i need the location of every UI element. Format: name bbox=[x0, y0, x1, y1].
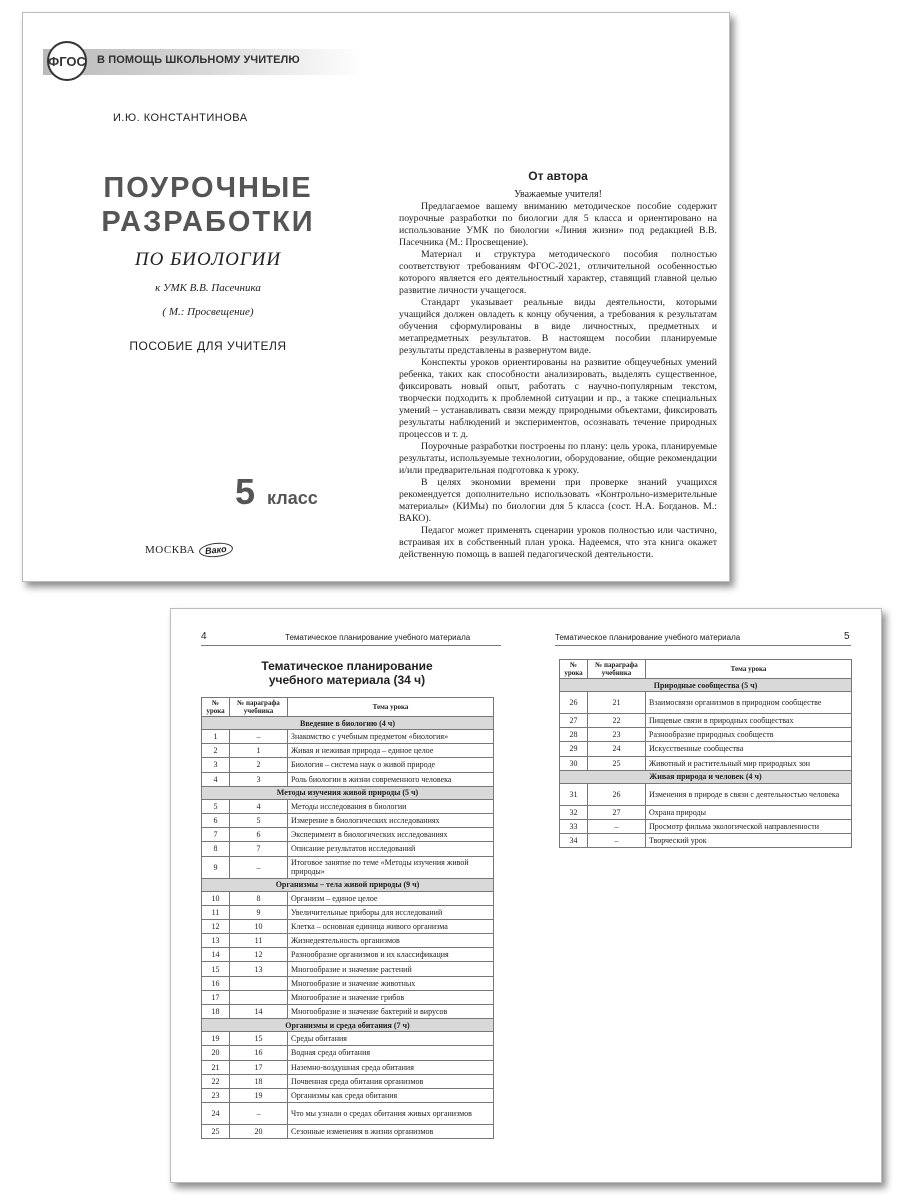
table-row bbox=[560, 728, 852, 742]
paragraph-number-cell: 21 bbox=[588, 692, 646, 714]
paragraph-number-cell: 8 bbox=[230, 891, 288, 905]
table-row bbox=[202, 813, 494, 827]
topic-cell: Клетка – основная единица живого организма bbox=[288, 919, 494, 933]
section-title: Организмы – тела живой природы (9 ч) bbox=[202, 878, 494, 891]
table-row bbox=[202, 905, 494, 919]
grade-label bbox=[235, 471, 318, 513]
table-row bbox=[560, 819, 852, 833]
running-head-right: Тематическое планирование учебного материала bbox=[555, 633, 741, 642]
paragraph-number-cell: 13 bbox=[230, 962, 288, 976]
series-label: В ПОМОЩЬ ШКОЛЬНОМУ УЧИТЕЛЮ bbox=[97, 54, 300, 66]
plan-table-left bbox=[201, 697, 494, 1139]
paragraph-number-cell: 20 bbox=[230, 1125, 288, 1139]
paragraph-number-cell: 19 bbox=[230, 1088, 288, 1102]
paragraph-number-cell: 3 bbox=[230, 772, 288, 786]
table-title bbox=[201, 659, 493, 687]
section-title: Введение в биологию (4 ч) bbox=[202, 717, 494, 730]
topic-cell: Увеличительные приборы для исследований bbox=[288, 905, 494, 919]
topic-cell: Взаимосвязи организмов в природном сообществе bbox=[646, 692, 852, 714]
lesson-number-cell: 14 bbox=[202, 948, 230, 962]
topic-cell: Сезонные изменения в жизни организмов bbox=[288, 1125, 494, 1139]
topic-cell: Просмотр фильма экологической направленности bbox=[646, 819, 852, 833]
topic-cell: Эксперимент в биологических исследованиях bbox=[288, 828, 494, 842]
topic-cell: Организм – единое целое bbox=[288, 891, 494, 905]
topic-cell: Водная среда обитания bbox=[288, 1046, 494, 1060]
table-row bbox=[560, 742, 852, 756]
table-row bbox=[202, 934, 494, 948]
paragraph-number-cell: – bbox=[588, 834, 646, 848]
preface-paragraph: Предлагаемое вашему вниманию методическое пособие содержит поурочные разработки по биологии для 5 класса и ориентировано на использование УМК по биологии «Линия жизни» под редакцией В.В. Пасечника (М.: Просвещение). bbox=[399, 201, 717, 248]
lesson-number-cell: 31 bbox=[560, 783, 588, 805]
topic-cell: Организмы как среда обитания bbox=[288, 1088, 494, 1102]
publisher-city: МОСКВА bbox=[145, 544, 196, 556]
cover-spread bbox=[22, 12, 730, 582]
table-row bbox=[202, 976, 494, 990]
lesson-number-cell: 19 bbox=[202, 1032, 230, 1046]
lesson-number-cell: 10 bbox=[202, 891, 230, 905]
table-row bbox=[202, 758, 494, 772]
lesson-number-cell: 1 bbox=[202, 730, 230, 744]
paragraph-number-cell: – bbox=[230, 856, 288, 878]
section-row bbox=[560, 679, 852, 692]
lesson-number-cell: 13 bbox=[202, 934, 230, 948]
main-title-line2: РАЗРАБОТКИ bbox=[101, 206, 315, 238]
paragraph-number-cell: – bbox=[230, 1103, 288, 1125]
header-topic: Тема урока bbox=[288, 698, 494, 717]
table-row bbox=[202, 990, 494, 1004]
topic-cell: Живая и неживая природа – единое целое bbox=[288, 744, 494, 758]
table-row bbox=[202, 919, 494, 933]
page-number-left: 4 bbox=[201, 631, 207, 642]
lesson-number-cell: 17 bbox=[202, 990, 230, 1004]
topic-cell: Итоговое занятие по теме «Методы изучения живой природы» bbox=[288, 856, 494, 878]
table-row bbox=[202, 1032, 494, 1046]
paragraph-number-cell: 1 bbox=[230, 744, 288, 758]
header-paragraph-no: № параграфа учебника bbox=[588, 660, 646, 679]
lesson-number-cell: 30 bbox=[560, 756, 588, 770]
topic-cell: Многообразие и значение растений bbox=[288, 962, 494, 976]
preface-paragraph: Поурочные разработки построены по плану: цель урока, планируемые результаты, используемые технологии, оборудование, общие рекомендации и/или предварительная подготовка к уроку. bbox=[399, 441, 717, 476]
lesson-number-cell: 6 bbox=[202, 813, 230, 827]
table-row bbox=[202, 744, 494, 758]
topic-cell: Биология – система наук о живой природе bbox=[288, 758, 494, 772]
table-row bbox=[202, 842, 494, 856]
paragraph-number-cell: 27 bbox=[588, 805, 646, 819]
preface-heading: От автора bbox=[528, 169, 588, 183]
grade-word: класс bbox=[267, 488, 318, 508]
table-title-line2: учебного материала (34 ч) bbox=[268, 673, 426, 687]
paragraph-number-cell: 16 bbox=[230, 1046, 288, 1060]
table-row bbox=[560, 714, 852, 728]
publisher bbox=[145, 543, 233, 557]
section-row bbox=[202, 717, 494, 730]
topic-cell: Методы исследования в биологии bbox=[288, 799, 494, 813]
lesson-number-cell: 8 bbox=[202, 842, 230, 856]
table-row bbox=[202, 730, 494, 744]
section-title: Живая природа и человек (4 ч) bbox=[560, 770, 852, 783]
topic-cell: Пищевые связи в природных сообществах bbox=[646, 714, 852, 728]
topic-cell: Творческий урок bbox=[646, 834, 852, 848]
table-row bbox=[202, 772, 494, 786]
main-title-line1: ПОУРОЧНЫЕ bbox=[103, 172, 313, 204]
topic-cell: Изменения в природе в связи с деятельностью человека bbox=[646, 783, 852, 805]
topic-cell: Описание результатов исследований bbox=[288, 842, 494, 856]
grade-number: 5 bbox=[235, 471, 256, 512]
table-row bbox=[560, 692, 852, 714]
paragraph-number-cell: 25 bbox=[588, 756, 646, 770]
table-row bbox=[202, 891, 494, 905]
table-row bbox=[202, 962, 494, 976]
table-row bbox=[202, 856, 494, 878]
plan-spread bbox=[170, 608, 882, 1183]
lesson-number-cell: 25 bbox=[202, 1125, 230, 1139]
paragraph-number-cell: 12 bbox=[230, 948, 288, 962]
topic-cell: Измерение в биологических исследованиях bbox=[288, 813, 494, 827]
topic-cell: Многообразие и значение грибов bbox=[288, 990, 494, 1004]
lesson-number-cell: 2 bbox=[202, 744, 230, 758]
paragraph-number-cell: 9 bbox=[230, 905, 288, 919]
lesson-number-cell: 12 bbox=[202, 919, 230, 933]
section-row bbox=[560, 770, 852, 783]
preface-paragraph: В целях экономии времени при проверке знаний учащихся рекомендуется дополнительно использовать «Контрольно-измерительные материалы» (КИМы) по биологии для 5 класса (сост. Н.А. Богданов. М.: ВАКО). bbox=[399, 477, 717, 524]
table-row bbox=[202, 1005, 494, 1019]
preface-paragraph: Педагог может применять сценарии уроков полностью или частично, встраивая их в собственный план урока. Надеемся, что эта книга окажет действенную помощь в вашей педагогической деятельности. bbox=[399, 525, 717, 560]
paragraph-number-cell: 17 bbox=[230, 1060, 288, 1074]
preface-paragraph: Материал и структура методического пособия полностью соответствуют требованиям ФГОС-2021, отличительной особенностью которого является его деятельностный характер, ставящий главной целью развитие личности учащегося. bbox=[399, 249, 717, 296]
page-number-right: 5 bbox=[844, 631, 850, 642]
lesson-number-cell: 26 bbox=[560, 692, 588, 714]
table-row bbox=[202, 948, 494, 962]
preface-paragraph: Конспекты уроков ориентированы на развитие общеучебных умений ребенка, таких как способности анализировать, выделять существенное, фиксировать новый опыт, работать с научно-популярным текстом, творчески подходить к проблемной ситуации и пр., а также специальных умений – устанавливать связи между природными объектами, фиксировать результаты наблюдений и экспериментов, осознавать течение природных процессов и т. д. bbox=[399, 357, 717, 440]
running-head-left: Тематическое планирование учебного материала bbox=[285, 633, 471, 642]
paragraph-number-cell: 7 bbox=[230, 842, 288, 856]
topic-cell: Искусственные сообщества bbox=[646, 742, 852, 756]
publisher-logo-icon: Вако bbox=[198, 541, 233, 558]
topic-cell: Разнообразие природных сообществ bbox=[646, 728, 852, 742]
topic-cell: Наземно-воздушная среда обитания bbox=[288, 1060, 494, 1074]
header-rule-left bbox=[201, 645, 501, 646]
paragraph-number-cell: 22 bbox=[588, 714, 646, 728]
lesson-number-cell: 22 bbox=[202, 1074, 230, 1088]
paragraph-number-cell: 24 bbox=[588, 742, 646, 756]
topic-cell: Жизнедеятельность организмов bbox=[288, 934, 494, 948]
header-lesson-no: № урока bbox=[560, 660, 588, 679]
paragraph-number-cell: 4 bbox=[230, 799, 288, 813]
lesson-number-cell: 29 bbox=[560, 742, 588, 756]
lesson-number-cell: 34 bbox=[560, 834, 588, 848]
paragraph-number-cell: 23 bbox=[588, 728, 646, 742]
title-block bbox=[63, 171, 353, 353]
table-row bbox=[560, 834, 852, 848]
topic-cell: Разнообразие организмов и их классификация bbox=[288, 948, 494, 962]
manual-type: ПОСОБИЕ ДЛЯ УЧИТЕЛЯ bbox=[129, 339, 287, 353]
lesson-number-cell: 20 bbox=[202, 1046, 230, 1060]
topic-cell: Роль биологии в жизни современного человека bbox=[288, 772, 494, 786]
paragraph-number-cell bbox=[230, 990, 288, 1004]
table-row bbox=[560, 805, 852, 819]
lesson-number-cell: 15 bbox=[202, 962, 230, 976]
lesson-number-cell: 4 bbox=[202, 772, 230, 786]
lesson-number-cell: 23 bbox=[202, 1088, 230, 1102]
section-title: Организмы и среда обитания (7 ч) bbox=[202, 1019, 494, 1032]
section-row bbox=[202, 878, 494, 891]
lesson-number-cell: 3 bbox=[202, 758, 230, 772]
paragraph-number-cell: – bbox=[588, 819, 646, 833]
section-title: Природные сообщества (5 ч) bbox=[560, 679, 852, 692]
paragraph-number-cell: 2 bbox=[230, 758, 288, 772]
table-row bbox=[202, 1088, 494, 1102]
topic-cell: Многообразие и значение животных bbox=[288, 976, 494, 990]
lesson-number-cell: 7 bbox=[202, 828, 230, 842]
paragraph-number-cell: 11 bbox=[230, 934, 288, 948]
table-row bbox=[202, 799, 494, 813]
table-row bbox=[202, 1074, 494, 1088]
header-topic: Тема урока bbox=[646, 660, 852, 679]
topic-cell: Среды обитания bbox=[288, 1032, 494, 1046]
lesson-number-cell: 24 bbox=[202, 1103, 230, 1125]
umk-line2: ( М.: Просвещение) bbox=[162, 306, 254, 318]
paragraph-number-cell: 18 bbox=[230, 1074, 288, 1088]
topic-cell: Что мы узнали о средах обитания живых организмов bbox=[288, 1103, 494, 1125]
table-row bbox=[202, 828, 494, 842]
topic-cell: Многообразие и значение бактерий и вирусов bbox=[288, 1005, 494, 1019]
fgos-logo-icon bbox=[47, 41, 87, 81]
table-row bbox=[202, 1103, 494, 1125]
lesson-number-cell: 33 bbox=[560, 819, 588, 833]
umk-line1: к УМК В.В. Пасечника bbox=[155, 282, 261, 294]
table-row bbox=[560, 756, 852, 770]
lesson-number-cell: 27 bbox=[560, 714, 588, 728]
preface bbox=[399, 169, 717, 561]
table-row bbox=[560, 783, 852, 805]
lesson-number-cell: 16 bbox=[202, 976, 230, 990]
table-title-line1: Тематическое планирование bbox=[261, 659, 433, 673]
table-row bbox=[202, 1125, 494, 1139]
lesson-number-cell: 28 bbox=[560, 728, 588, 742]
section-row bbox=[202, 786, 494, 799]
lesson-number-cell: 11 bbox=[202, 905, 230, 919]
topic-cell: Животный и растительный мир природных зон bbox=[646, 756, 852, 770]
paragraph-number-cell: 15 bbox=[230, 1032, 288, 1046]
paragraph-number-cell: 6 bbox=[230, 828, 288, 842]
table-row bbox=[202, 1060, 494, 1074]
lesson-number-cell: 21 bbox=[202, 1060, 230, 1074]
header-lesson-no: № урока bbox=[202, 698, 230, 717]
preface-greeting: Уважаемые учителя! bbox=[514, 189, 602, 200]
preface-paragraph: Стандарт указывает реальные виды деятельности, которыми учащийся должен овладеть к концу обучения, а требования к результатам обучения сформулированы в виде личностных, предметных и метапредметных результатов. В настоящем пособии планируемые результаты представлены в развернутом виде. bbox=[399, 297, 717, 356]
paragraph-number-cell: 14 bbox=[230, 1005, 288, 1019]
topic-cell: Почвенная среда обитания организмов bbox=[288, 1074, 494, 1088]
topic-cell: Охрана природы bbox=[646, 805, 852, 819]
header-rule-right bbox=[555, 645, 851, 646]
paragraph-number-cell: – bbox=[230, 730, 288, 744]
lesson-number-cell: 9 bbox=[202, 856, 230, 878]
lesson-number-cell: 18 bbox=[202, 1005, 230, 1019]
lesson-number-cell: 5 bbox=[202, 799, 230, 813]
lesson-number-cell: 32 bbox=[560, 805, 588, 819]
author-name: И.Ю. КОНСТАНТИНОВА bbox=[113, 112, 248, 124]
section-title: Методы изучения живой природы (5 ч) bbox=[202, 786, 494, 799]
paragraph-number-cell: 10 bbox=[230, 919, 288, 933]
paragraph-number-cell: 26 bbox=[588, 783, 646, 805]
paragraph-number-cell bbox=[230, 976, 288, 990]
paragraph-number-cell: 5 bbox=[230, 813, 288, 827]
fgos-logo-text: ФГОС bbox=[48, 53, 86, 69]
table-row bbox=[202, 1046, 494, 1060]
header-paragraph-no: № параграфа учебника bbox=[230, 698, 288, 717]
topic-cell: Знакомство с учебным предметом «биология» bbox=[288, 730, 494, 744]
plan-table-right bbox=[559, 659, 852, 848]
section-row bbox=[202, 1019, 494, 1032]
subject-title: ПО БИОЛОГИИ bbox=[134, 249, 282, 270]
